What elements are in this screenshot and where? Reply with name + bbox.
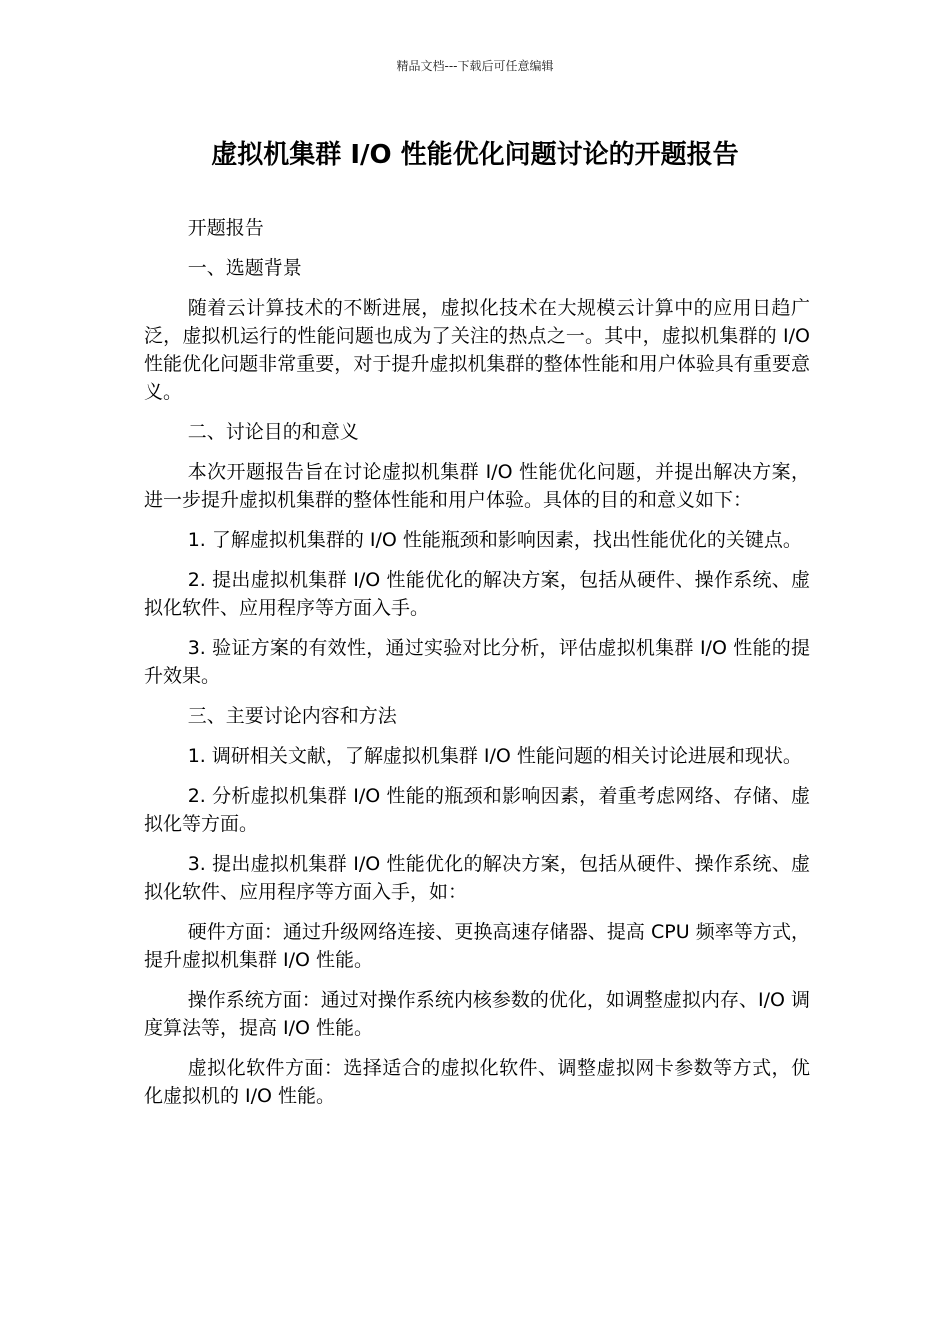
list-item-content-3: 3. 提出虚拟机集群 I/O 性能优化的解决方案，包括从硬件、操作系统、虚拟化软件、应用程序等方面入手，如：: [144, 853, 810, 903]
paragraph-hardware: 硬件方面：通过升级网络连接、更换高速存储器、提高 CPU 频率等方式，提升虚拟机集群 I/O 性能。: [144, 921, 810, 971]
paragraph-report-label: 开题报告: [187, 217, 264, 239]
list-item-purpose-1: 1. 了解虚拟机集群的 I/O 性能瓶颈和影响因素，找出性能优化的关键点。: [187, 529, 802, 551]
section-heading-purpose: 二、讨论目的和意义: [187, 421, 359, 443]
paragraph-os: 操作系统方面：通过对操作系统内核参数的优化，如调整虚拟内存、I/O 调度算法等，提高 I/O 性能。: [144, 989, 810, 1039]
paragraph-purpose: 本次开题报告旨在讨论虚拟机集群 I/O 性能优化问题，并提出解决方案，进一步提升虚拟机集群的整体性能和用户体验。具体的目的和意义如下：: [144, 461, 810, 511]
document-title: 虚拟机集群 I/O 性能优化问题讨论的开题报告: [211, 140, 739, 170]
paragraph-virtualization: 虚拟化软件方面：选择适合的虚拟化软件、调整虚拟网卡参数等方式，优化虚拟机的 I/O 性能。: [144, 1057, 810, 1107]
paragraph-background: 随着云计算技术的不断进展，虚拟化技术在大规模云计算中的应用日趋广泛，虚拟机运行的性能问题也成为了关注的热点之一。其中，虚拟机集群的 I/O 性能优化问题非常重要，对于提升虚拟机集群的整体性能和用户体验具有重要意义。: [144, 297, 810, 403]
list-item-content-2: 2. 分析虚拟机集群 I/O 性能的瓶颈和影响因素，着重考虑网络、存储、虚拟化等方面。: [144, 785, 810, 835]
list-item-purpose-2: 2. 提出虚拟机集群 I/O 性能优化的解决方案，包括从硬件、操作系统、虚拟化软件、应用程序等方面入手。: [144, 569, 810, 619]
list-item-purpose-3: 3. 验证方案的有效性，通过实验对比分析，评估虚拟机集群 I/O 性能的提升效果。: [144, 637, 810, 687]
section-heading-background: 一、选题背景: [187, 257, 302, 279]
section-heading-content: 三、主要讨论内容和方法: [187, 705, 397, 727]
list-item-content-1: 1. 调研相关文献，了解虚拟机集群 I/O 性能问题的相关讨论进展和现状。: [187, 745, 802, 767]
document-body: [144, 214, 810, 1122]
page-header: 精品文档---下载后可任意编辑: [396, 59, 554, 73]
